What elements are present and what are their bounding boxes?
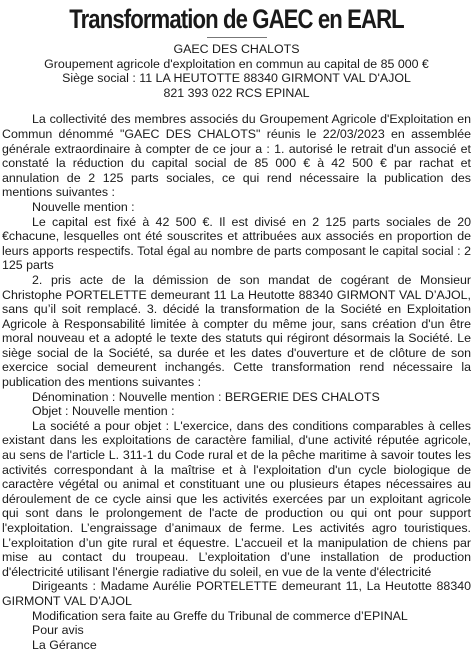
company-rcs: 821 393 022 RCS EPINAL — [163, 85, 310, 100]
paragraph-directors: Dirigeants : Madame Aurélie PORTELETTE demeurant 11, La Heutotte 88340 GIRMONT VAL D’AJOL — [2, 579, 471, 608]
paragraph-assembly: La collectivité des membres associés du Groupement Agricole d'Exploitation en Commun dénommé "GAEC DES CHALOTS" réunis le 22/03/2023 en assemblée générale extraordinaire à compter de ce jour a : 1. autorisé le retrait d'un associé et constaté la réduction du capital social de 85 000 € à 42 500 € par rachat et annulation de 2 125 parts sociales, ce qui rend nécessaire la publication des mentions suivantes : — [2, 112, 471, 200]
paragraph-object: La société a pour objet : L'exercice, dans des conditions comparables à celles existant dans les exploitations de caractère familial, d'une activité réputée agricole, au sens de l'article L. 311-1 du Code rural et de la pêche maritime à savoir toutes les activités correspondant à la maîtrise et à l'exploitation d'un cycle biologique de caractère végétal ou animal et constituant une ou plusieurs étapes nécessaires au déroulement de ce cycle ainsi que les activités exercées par un exploitant agricole qui sont dans le prolongement de l'acte de production ou qui ont pour support l'exploitation. L’engraissage d’animaux de ferme. Les activités agro touristiques. L’exploitation d’un gite rural et équestre. L’accueil et la manipulation de chiens par mise au contact du troupeau. L’exploitation d’une installation de production d'électricité utilisant l'énergie radiative du soleil, en vue de la vente d'électricité — [2, 418, 471, 579]
paragraph-transformation: 2. pris acte de la démission de son mandat de cogérant de Monsieur Christophe PORTELETTE demeurant 11 La Heutotte 88340 GIRMONT VAL D’AJOL, sans qu’il soit remplacé. 3. décidé la transformation de la Société en Exploitation Agricole à Responsabilité limitée à compter du même jour, sans création d'un être moral nouveau et a adopté le texte des statuts qui régiront désormais la Société. Le siège social de la Société, sa durée et les dates d'ouverture et de clôture de son exercice social demeurent inchangés. Cette transformation rend nécessaire la publication des mentions suivantes : — [2, 272, 471, 390]
paragraph-object-heading: Objet : Nouvelle mention : — [32, 404, 175, 419]
notice-title: Transformation de GAEC en EARL — [69, 4, 404, 34]
notice-body — [2, 112, 471, 652]
paragraph-new-mention: Nouvelle mention : — [32, 199, 135, 214]
paragraph-capital: Le capital est fixé à 42 500 €. Il est divisé en 2 125 parts sociales de 20 €chacune, lesquelles ont été souscrites et attribuées aux associés en proportion de leurs apports respectifs. Total égal au nombre de parts composant le capital social : 2 125 parts — [2, 214, 471, 273]
title-divider — [207, 37, 267, 38]
company-name: GAEC DES CHALOTS — [173, 42, 300, 56]
paragraph-signature: La Gérance — [32, 637, 97, 652]
company-header — [2, 42, 471, 100]
company-description: Groupement agricole d'exploitation en commun au capital de 85 000 € — [44, 56, 429, 71]
paragraph-denomination: Dénomination : Nouvelle mention : BERGERIE DES CHALOTS — [32, 389, 380, 404]
paragraph-for-notice: Pour avis — [32, 623, 84, 638]
paragraph-registry: Modification sera faite au Greffe du Tribunal de commerce d’EPINAL — [32, 608, 408, 623]
company-address: Siège social : 11 LA HEUTOTTE 88340 GIRMONT VAL D'AJOL — [62, 71, 411, 86]
